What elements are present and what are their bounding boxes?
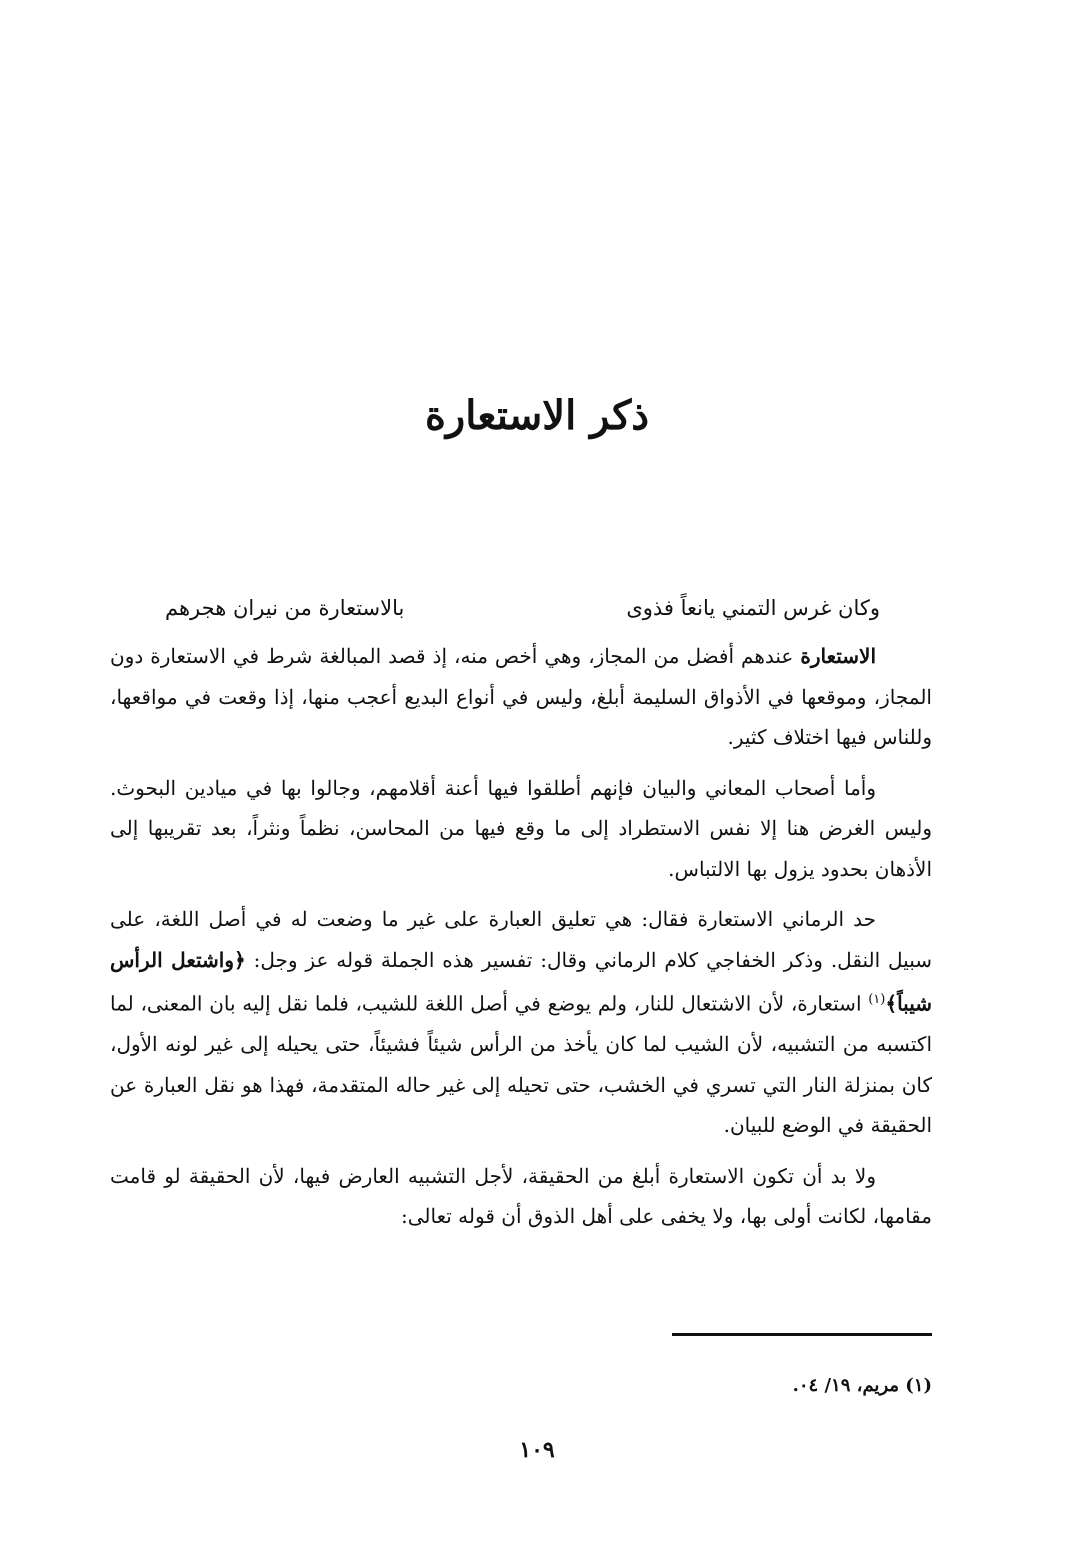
footnote-divider (672, 1333, 932, 1336)
page-number: ١٠٩ (519, 1437, 555, 1463)
paragraph-1-text: عندهم أفضل من المجاز، وهي أخص منه، إذ قصد المبالغة شرط في الاستعارة دون المجاز، وموقعها في الأذواق السليمة أبلغ، وليس في أنواع البديع أعجب منها، إذا وقعت في مواقعها، وللناس فيها اختلاف كثير. (110, 644, 932, 749)
chapter-title: ذكر الاستعارة (424, 392, 650, 439)
paragraph-4 (110, 1156, 932, 1237)
paragraph-4-text: ولا بد أن تكون الاستعارة أبلغ من الحقيقة، لأجل التشبيه العارض فيها، لأن الحقيقة لو قامت مقامها، لكانت أولى بها، ولا يخفى على أهل الذوق أن قوله تعالى: (110, 1163, 932, 1229)
verse-left-hemistich: بالاستعارة من نيران هجرهم (165, 596, 405, 620)
paragraph-3-text-a: حد الرماني الاستعارة فقال: هي تعليق العبارة على غير ما وضعت له في أصل اللغة، على سبيل النقل. وذكر الخفاجي كلام الرماني وقال: تفسير هذه الجملة قوله عز وجل: (110, 907, 933, 972)
poetry-verse (165, 588, 880, 628)
paragraph-2-text: وأما أصحاب المعاني والبيان فإنهم أطلقوا فيها أعنة أقلامهم، وجالوا بها في ميادين البحوث. وليس الغرض هنا إلا نفس الاستطراد إلى ما وقع فيها من المحاسن، نظماً ونثراً، بعد تقريبها إلى الأذهان بحدود يزول بها الالتباس. (110, 775, 932, 881)
paragraph-3 (110, 899, 932, 1146)
footnote: (١) مريم، ١٩/ ٠٤. (792, 1375, 932, 1396)
quran-quote: ﴿واشتعل الرأس شيباً﴾ (110, 947, 932, 1016)
paragraph-1-lead: الاستعارة (800, 644, 876, 668)
paragraph-1 (110, 636, 932, 758)
paragraph-3-text-b: استعارة، لأن الاشتعال للنار، ولم يوضع في أصل اللغة للشيب، فلما نقل إليه بان المعنى، لما اكتسبه من التشبيه، لأن الشيب لما كان يأخذ من الرأس شيئاً فشيئاً، حتى يحيله إلى غير لونه الأول، كان بمنزلة النار التي تسري في الخشب، حتى تحيله إلى غير حاله المتقدمة، فهذا هو نقل العبارة عن الحقيقة في الوضع للبيان. (110, 991, 933, 1138)
verse-right-hemistich: وكان غرس التمني يانعاً فذوى (626, 596, 880, 620)
footnote-reference: (١) (868, 992, 886, 1007)
main-text (110, 636, 932, 1247)
paragraph-2 (110, 768, 932, 890)
